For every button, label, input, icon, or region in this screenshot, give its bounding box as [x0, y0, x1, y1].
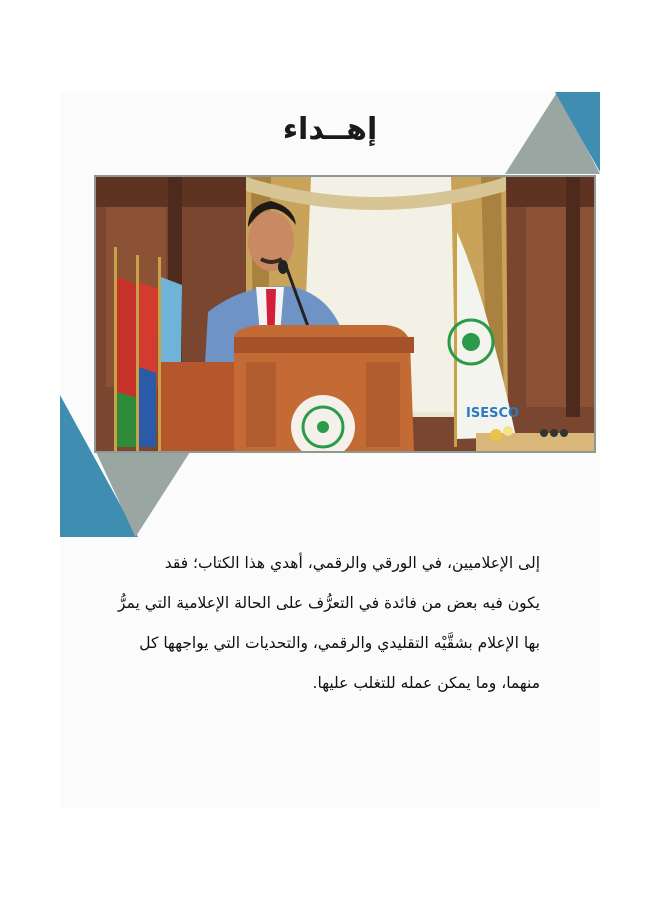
dedication-line-4: منهما، وما يمكن عمله للتغلب عليها.	[312, 674, 540, 692]
flag-logo-text: ISESCO	[466, 406, 520, 421]
dedication-line-2: يكون فيه بعض من فائدة في التعرُّف على الحالة الإعلامية التي يمرُّ	[117, 594, 540, 612]
dedication-line-1: إلى الإعلاميين، في الورقي والرقمي، أهدي هذا الكتاب؛ فقد	[164, 554, 540, 572]
dedication-line-3: بها الإعلام بشقَّيْه التقليدي والرقمي، والتحديات التي يواجهها كل	[139, 634, 540, 652]
dedication-text	[117, 543, 540, 703]
speaker-photo	[94, 175, 596, 453]
page-title: إهــداء	[282, 112, 378, 147]
photo-illustration	[96, 177, 594, 451]
